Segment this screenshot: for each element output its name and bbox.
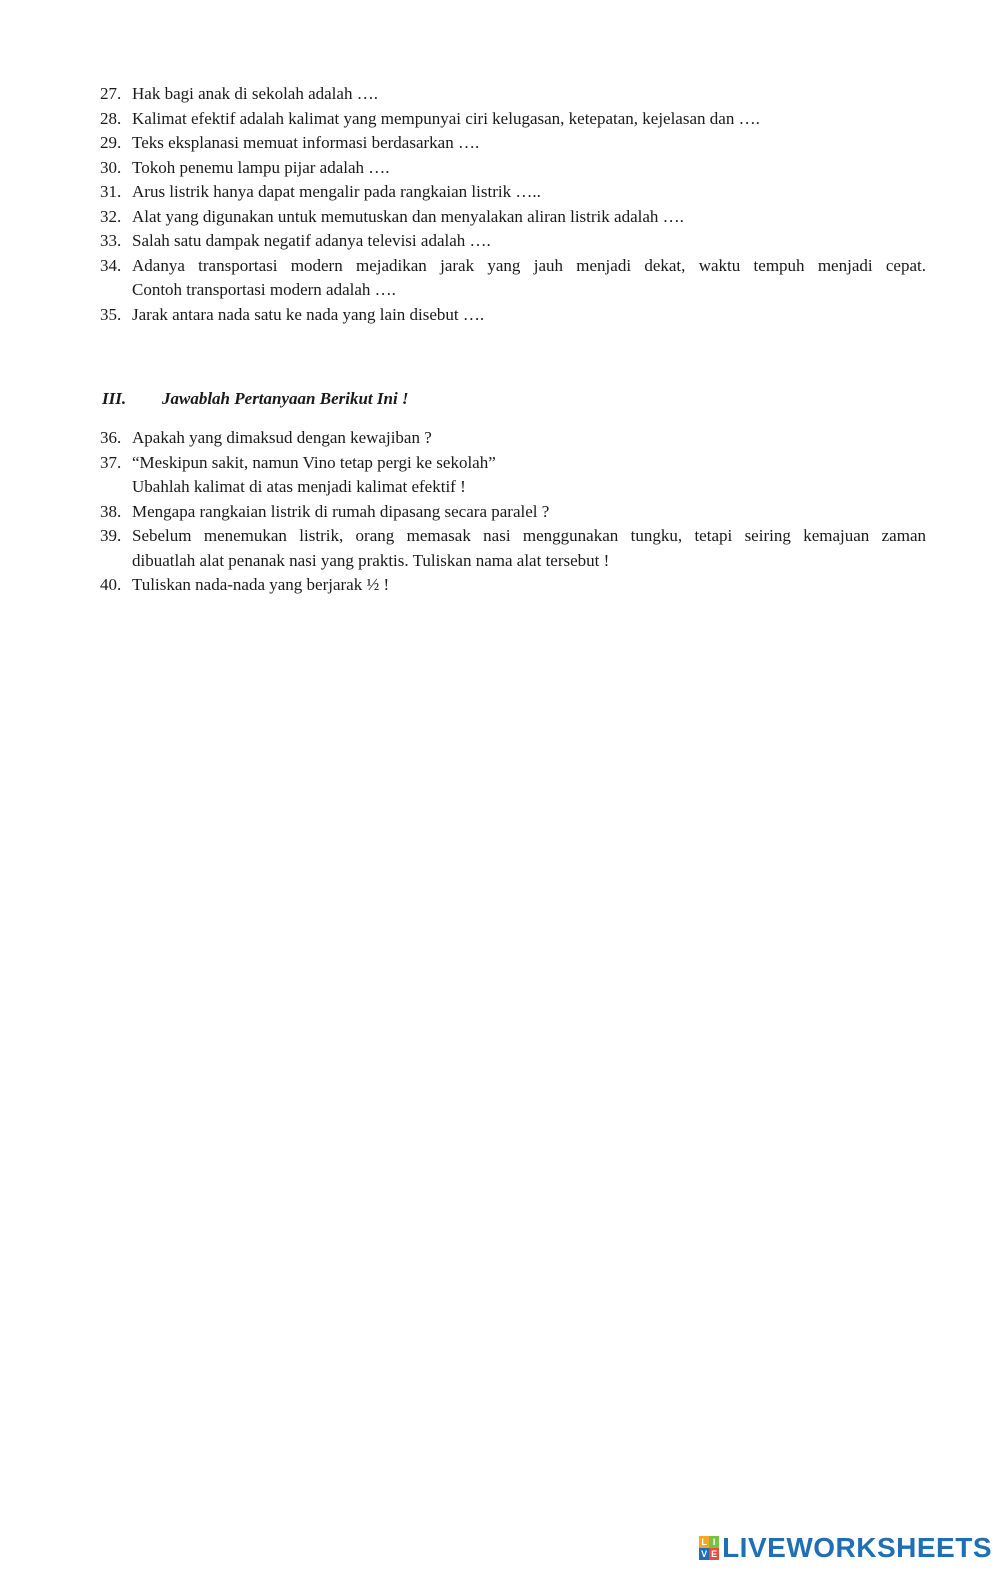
logo-mark-tile: E [711, 1549, 718, 1559]
question-text [132, 303, 926, 328]
question-item [100, 573, 926, 598]
question-number: 38. [100, 501, 122, 521]
question-item [100, 107, 926, 132]
question-item [100, 180, 926, 205]
logo-mark-tile: I [709, 1536, 719, 1548]
question-item [100, 426, 926, 451]
logo-mark-tile: L [699, 1536, 709, 1548]
question-line: “Meskipun sakit, namun Vino tetap pergi ke sekolah” [132, 452, 496, 472]
question-number: 28. [100, 108, 122, 128]
question-text [132, 156, 926, 181]
question-text [132, 254, 926, 303]
question-number: 31. [100, 182, 122, 201]
question-line: Kalimat efektif adalah kalimat yang mempunyai ciri kelugasan, ketepatan, kejelasan dan …. [132, 108, 760, 128]
question-item [100, 254, 926, 303]
question-text [132, 131, 926, 156]
question-line: Ubahlah kalimat di atas menjadi kalimat efektif ! [132, 477, 466, 496]
question-text [132, 426, 926, 451]
liveworksheets-logo [699, 1532, 992, 1564]
question-text [132, 451, 926, 500]
section-number: III. [102, 389, 127, 408]
question-list-part-2 [100, 82, 926, 327]
question-line: Tuliskan nada-nada yang berjarak ½ ! [132, 575, 390, 594]
logo-mark-tile: V [701, 1549, 708, 1559]
question-number: 36. [100, 428, 122, 447]
question-text [132, 82, 926, 107]
question-number: 37. [100, 452, 122, 472]
question-line: Teks eksplanasi memuat informasi berdasarkan …. [132, 133, 480, 152]
section-heading [102, 389, 409, 409]
question-text [132, 180, 926, 205]
question-line: dibuatlah alat penanak nasi yang praktis. Tuliskan nama alat tersebut ! [132, 550, 610, 570]
question-number: 40. [100, 575, 122, 594]
question-item [100, 82, 926, 107]
question-item [100, 500, 926, 525]
question-line: Alat yang digunakan untuk memutuskan dan menyalakan aliran listrik adalah …. [132, 206, 684, 226]
question-line: Tokoh penemu lampu pijar adalah …. [132, 157, 390, 177]
question-item [100, 229, 926, 254]
question-text [132, 205, 926, 230]
question-number: 29. [100, 133, 122, 152]
question-line: Jarak antara nada satu ke nada yang lain disebut …. [132, 304, 485, 324]
question-number: 27. [100, 84, 122, 103]
question-number: 32. [100, 206, 122, 226]
question-number: 30. [100, 157, 122, 177]
question-item [100, 205, 926, 230]
question-line: Adanya transportasi modern mejadikan jarak yang jauh menjadi dekat, waktu tempuh menjadi cepat. [132, 255, 926, 275]
question-number: 39. [100, 526, 122, 545]
question-line: Contoh transportasi modern adalah …. [132, 280, 396, 299]
question-line: Apakah yang dimaksud dengan kewajiban ? [132, 428, 432, 447]
question-line: Hak bagi anak di sekolah adalah …. [132, 84, 378, 103]
question-text [132, 500, 926, 525]
question-item [100, 524, 926, 573]
question-line: Salah satu dampak negatif adanya televisi adalah …. [132, 231, 491, 250]
question-number: 34. [100, 255, 122, 275]
question-text [132, 524, 926, 573]
question-text [132, 573, 926, 598]
question-number: 35. [100, 304, 122, 324]
question-item [100, 303, 926, 328]
question-text [132, 229, 926, 254]
question-line: Sebelum menemukan listrik, orang memasak nasi menggunakan tungku, tetapi seiring kemajuan zaman [132, 526, 926, 545]
question-line: Mengapa rangkaian listrik di rumah dipasang secara paralel ? [132, 501, 550, 521]
question-number: 33. [100, 231, 122, 250]
section-title: Jawablah Pertanyaan Berikut Ini ! [162, 389, 409, 408]
question-list-part-3 [100, 426, 926, 598]
question-text [132, 107, 926, 132]
logo-mark-icon [699, 1536, 719, 1560]
question-line: Arus listrik hanya dapat mengalir pada rangkaian listrik ….. [132, 182, 541, 201]
question-item [100, 156, 926, 181]
question-item [100, 451, 926, 500]
logo-text: LIVEWORKSHEETS [722, 1532, 992, 1563]
question-item [100, 131, 926, 156]
